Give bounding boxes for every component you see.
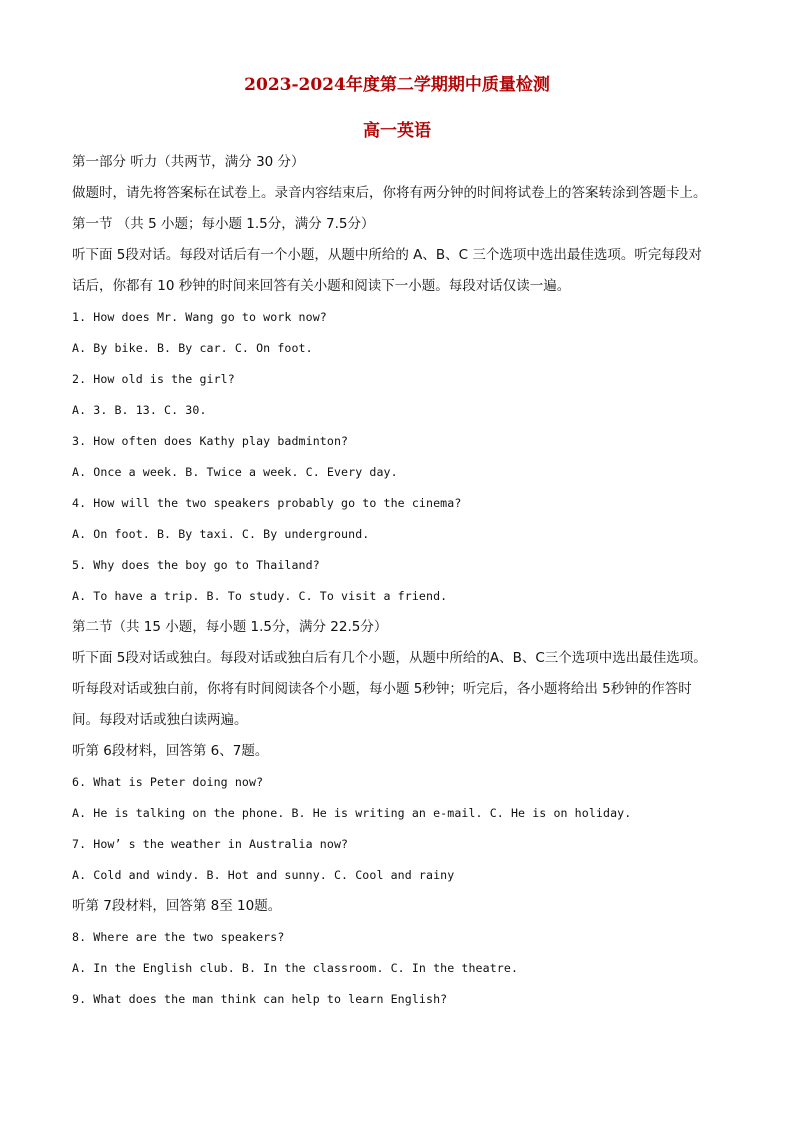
options-6: A. He is talking on the phone. B. He is writing an e-mail. C. He is on holiday. — [72, 806, 632, 820]
part-one-heading: 第一节 （共 5 小题；每小题 1.5分，满分 7.5分） — [72, 216, 375, 232]
question-2: 2. How old is the girl? — [72, 372, 235, 386]
material-6-instruction: 听第 6段材料，回答第 6、7题。 — [72, 743, 269, 759]
exam-content — [72, 147, 752, 1015]
exam-subtitle: 高一英语 — [363, 121, 431, 141]
general-instruction: 做题时，请先将答案标在试卷上。录音内容结束后，你将有两分钟的时间将试卷上的答案转涂到答题卡上。 — [72, 185, 707, 201]
part-two-instruction-line-2: 听每段对话或独白前，你将有时间阅读各个小题，每小题 5秒钟；听完后，各小题将给出 5秒钟的作答时 — [72, 681, 692, 697]
options-8: A. In the English club. B. In the classroom. C. In the theatre. — [72, 961, 519, 975]
part-two-instruction-line-1: 听下面 5段对话或独白。每段对话或独白后有几个小题，从题中所给的A、B、C三个选项中选出最佳选项。 — [72, 650, 707, 666]
part-two-heading: 第二节（共 15 小题，每小题 1.5分，满分 22.5分） — [72, 619, 388, 635]
options-7: A. Cold and windy. B. Hot and sunny. C. Cool and rainy — [72, 868, 455, 882]
part-one-instruction-line-1: 听下面 5段对话。每段对话后有一个小题，从题中所给的 A、B、C 三个选项中选出最佳选项。听完每段对 — [72, 247, 702, 263]
options-5: A. To have a trip. B. To study. C. To visit a friend. — [72, 589, 448, 603]
exam-title: 2023-2024年度第二学期期中质量检测 — [244, 75, 550, 95]
part-one-instruction-line-2: 话后，你都有 10 秒钟的时间来回答有关小题和阅读下一小题。每段对话仅读一遍。 — [72, 278, 571, 294]
question-9: 9. What does the man think can help to learn English? — [72, 992, 448, 1006]
question-8: 8. Where are the two speakers? — [72, 930, 285, 944]
options-3: A. Once a week. B. Twice a week. C. Every day. — [72, 465, 398, 479]
question-4: 4. How will the two speakers probably go to the cinema? — [72, 496, 462, 510]
question-3: 3. How often does Kathy play badminton? — [72, 434, 349, 448]
question-1: 1. How does Mr. Wang go to work now? — [72, 310, 327, 324]
material-7-instruction: 听第 7段材料，回答第 8至 10题。 — [72, 898, 282, 914]
part-two-instruction-line-3: 间。每段对话或独白读两遍。 — [72, 712, 248, 728]
options-4: A. On foot. B. By taxi. C. By underground. — [72, 527, 370, 541]
options-1: A. By bike. B. By car. C. On foot. — [72, 341, 313, 355]
options-2: A. 3. B. 13. C. 30. — [72, 403, 207, 417]
question-7: 7. How’ s the weather in Australia now? — [72, 837, 349, 851]
question-5: 5. Why does the boy go to Thailand? — [72, 558, 320, 572]
question-6: 6. What is Peter doing now? — [72, 775, 264, 789]
section-one-heading: 第一部分 听力（共两节，满分 30 分） — [72, 154, 305, 170]
